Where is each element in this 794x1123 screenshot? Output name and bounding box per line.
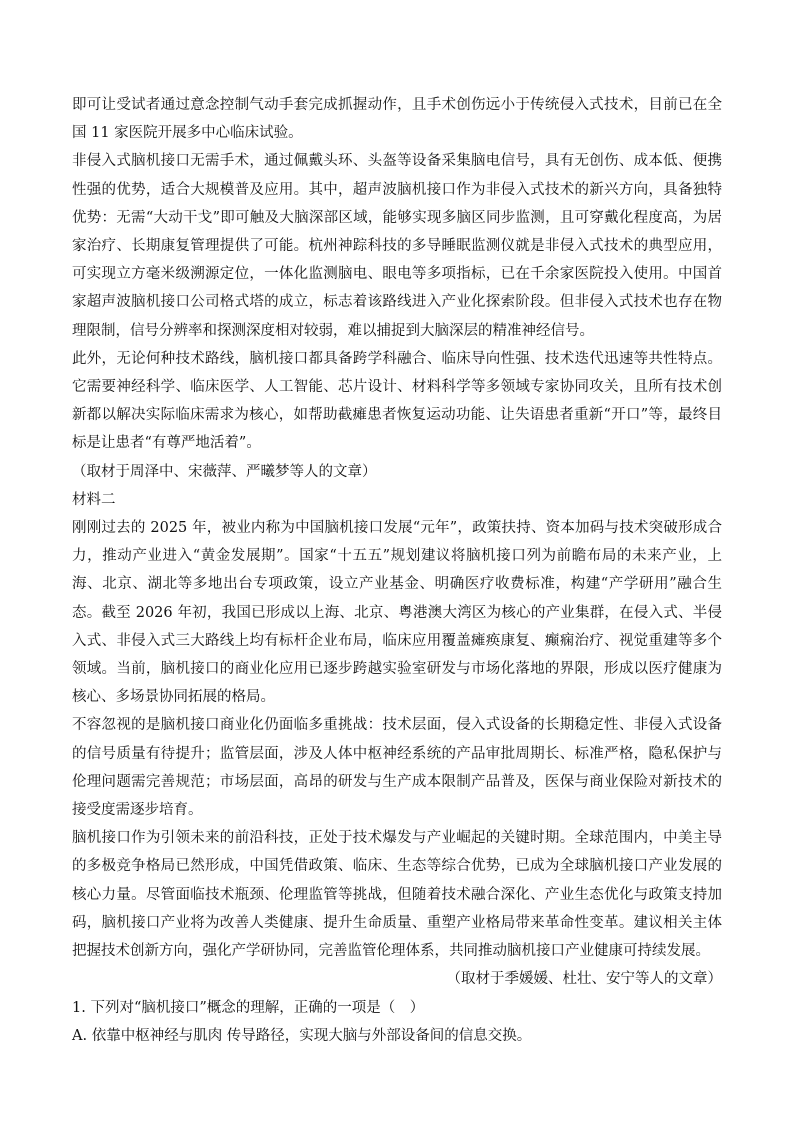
source-note-material-two: （取材于季媛媛、杜壮、安宁等人的文章）: [446, 971, 722, 988]
source-note-material-one: （取材于周泽中、宋薇萍、严曦梦等人的文章）: [72, 463, 377, 480]
paragraph-invasive-tail: 即可让受试者通过意念控制气动手套完成抓握动作，且手术创伤远小于传统侵入式技术，目前已在全国 11 家医院开展多中心临床试验。: [72, 97, 722, 142]
paragraph-common-features: 此外，无论何种技术路线，脑机接口都具备跨学科融合、临床导向性强、技术迭代迅速等共性特点。它需要神经科学、临床医学、人工智能、芯片设计、材料科学等多领域专家协同攻关，且所有技术创新都以解决实际临床需求为核心，如帮助截瘫患者恢复运动功能、让失语患者重新“开口”等，最终目标是让患者“有尊严地活着”。: [72, 350, 722, 452]
question-stem: 1. 下列对“脑机接口”概念的理解，正确的一项是（ ）: [72, 999, 425, 1016]
paragraph-challenges: 不容忽视的是脑机接口商业化仍面临多重挑战：技术层面，侵入式设备的长期稳定性、非侵入式设备的信号质量有待提升；监管层面，涉及人体中枢神经系统的产品审批周期长、标准严格，隐私保护与伦理问题需完善规范；市场层面，高昂的研发与生产成本限制产品普及，医保与商业保险对新技术的接受度需逐步培育。: [72, 717, 722, 819]
paragraph-outlook: 脑机接口作为引领未来的前沿科技，正处于技术爆发与产业崛起的关键时期。全球范围内，中美主导的多极竞争格局已然形成，中国凭借政策、临床、生态等综合优势，已成为全球脑机接口产业发展的核心力量。尽管面临技术瓶颈、伦理监管等挑战，但随着技术融合深化、产业生态优化与政策支持加码，脑机接口产业将为改善人类健康、提升生命质量、重塑产业格局带来革命性变革。建议相关主体把握技术创新方向，强化产学研协同，完善监管伦理体系，共同推动脑机接口产业健康可持续发展。: [72, 830, 722, 960]
paragraph-industry-year: 刚刚过去的 2025 年，被业内称为中国脑机接口发展“元年”，政策扶持、资本加码与技术突破形成合力，推动产业进入“黄金发展期”。国家“十五五”规划建议将脑机接口列为前瞻布局的未来产业，上海、北京、湖北等多地出台专项政策，设立产业基金、明确医疗收费标准，构建“产学研用”融合生态。截至 2026 年初，我国已形成以上海、北京、粤港澳大湾区为核心的产业集群，在侵入式、半侵入式、非侵入式三大路线上均有标杆企业布局，临床应用覆盖瘫痪康复、癫痫治疗、视觉重建等多个领域。当前，脑机接口的商业化应用已逐步跨越实验室研发与市场化落地的界限，形成以医疗健康为核心、多场景协同拓展的格局。: [72, 520, 722, 706]
material-two-heading: 材料二: [72, 491, 116, 508]
question-option-a: A. 依靠中枢神经与肌肉 传导路径，实现大脑与外部设备间的信息交换。: [72, 1027, 532, 1044]
document-page: [72, 91, 722, 1050]
paragraph-non-invasive: 非侵入式脑机接口无需手术，通过佩戴头环、头盔等设备采集脑电信号，具有无创伤、成本低、便携性强的优势，适合大规模普及应用。其中，超声波脑机接口作为非侵入式技术的新兴方向，具备独特优势：无需“大动干戈”即可触及大脑深部区域，能够实现多脑区同步监测，且可穿戴化程度高，为居家治疗、长期康复管理提供了可能。杭州神踪科技的多导睡眠监测仪就是非侵入式技术的典型应用，可实现立方毫米级溯源定位，一体化监测脑电、眼电等多项指标，已在千余家医院投入使用。中国首家超声波脑机接口公司格式塔的成立，标志着该路线进入产业化探索阶段。但非侵入式技术也存在物理限制，信号分辨率和探测深度相对较弱，难以捕捉到大脑深层的精准神经信号。: [72, 153, 722, 339]
